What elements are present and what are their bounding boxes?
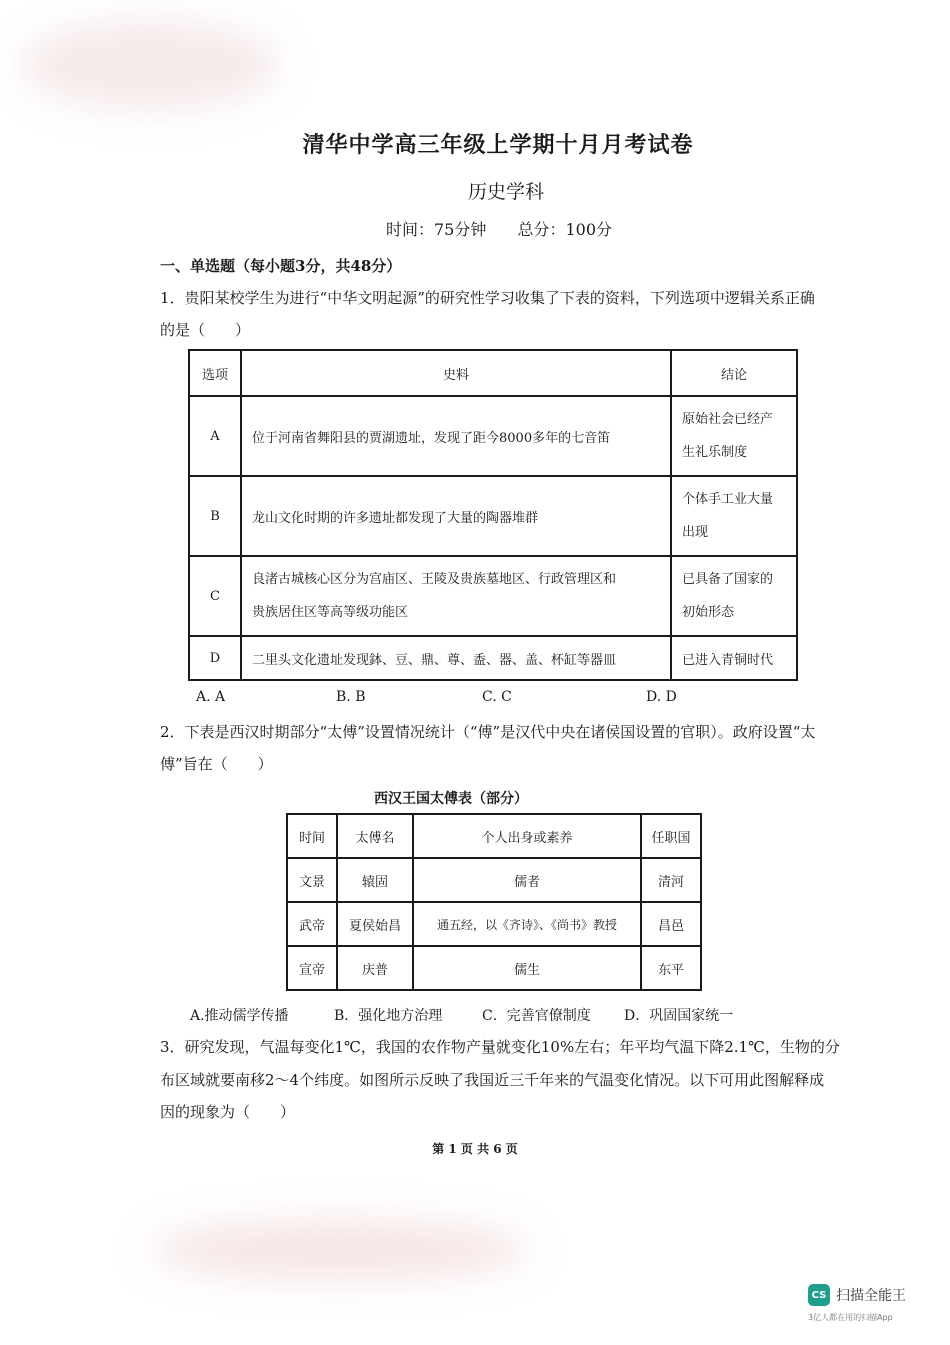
q3-stem-line1: 3．研究发现，气温每变化1℃，我国的农作物产量就变化10%左右；年平均气温下降2.1℃，生物的分 bbox=[160, 1038, 840, 1056]
table-header-cell: 任职国 bbox=[641, 814, 701, 858]
scanner-watermark bbox=[808, 1284, 906, 1306]
table-cell: 文景 bbox=[287, 858, 337, 902]
option-cell: B bbox=[189, 476, 241, 556]
table-row bbox=[189, 636, 797, 680]
q1-stem-line1: 1．贵阳某校学生为进行“中华文明起源”的研究性学习收集了下表的资料，下列选项中逻辑关系正确 bbox=[160, 289, 815, 307]
source-line: 贵族居住区等高等级功能区 bbox=[252, 605, 409, 620]
source-cell: 二里头文化遗址发现鉢、豆、鼎、尊、盉、器、盖、杯缸等器皿 bbox=[241, 636, 671, 680]
conclusion-cell bbox=[671, 556, 797, 636]
source-cell: 龙山文化时期的许多遗址都发现了大量的陶器堆群 bbox=[241, 476, 671, 556]
table-cell: 庆普 bbox=[337, 946, 413, 990]
table-cell: 辕固 bbox=[337, 858, 413, 902]
option-b[interactable]: B. B bbox=[336, 689, 366, 705]
q2-table bbox=[286, 813, 702, 991]
table-header-cell: 选项 bbox=[189, 350, 241, 396]
table-cell: 儒生 bbox=[413, 946, 641, 990]
conclusion-line: 生礼乐制度 bbox=[682, 445, 748, 460]
exam-score: 总分：100分 bbox=[517, 220, 613, 239]
table-row bbox=[287, 858, 701, 902]
table-cell: 夏侯始昌 bbox=[337, 902, 413, 946]
table-cell: 昌邑 bbox=[641, 902, 701, 946]
q2-options bbox=[190, 1005, 790, 1025]
option-c[interactable]: C．完善官僚制度 bbox=[482, 1008, 591, 1024]
option-cell: C bbox=[189, 556, 241, 636]
table-header-cell: 个人出身或素养 bbox=[413, 814, 641, 858]
scanner-tagline: 3亿人都在用的扫描App bbox=[808, 1313, 893, 1322]
table-cell: 儒者 bbox=[413, 858, 641, 902]
table-row bbox=[189, 396, 797, 476]
option-cell: D bbox=[189, 636, 241, 680]
q1-stem-line2: 的是（ ） bbox=[160, 321, 251, 339]
q3-stem-line2: 布区域就要南移2～4个纬度。如图所示反映了我国近三千年来的气温变化情况。以下可用此图解释成 bbox=[160, 1071, 825, 1089]
source-line: 良渚古城核心区分为宫庙区、王陵及贵族墓地区、行政管理区和 bbox=[252, 572, 617, 587]
scan-smudge bbox=[20, 20, 280, 110]
table-cell: 东平 bbox=[641, 946, 701, 990]
exam-meta bbox=[386, 217, 638, 240]
conclusion-line: 原始社会已经产 bbox=[682, 412, 774, 427]
table-header-cell: 太傅名 bbox=[337, 814, 413, 858]
conclusion-line: 出现 bbox=[682, 525, 709, 540]
table-cell: 清河 bbox=[641, 858, 701, 902]
conclusion-cell: 已进入青铜时代 bbox=[671, 636, 797, 680]
table-cell: 武帝 bbox=[287, 902, 337, 946]
option-a[interactable]: A. A bbox=[196, 689, 226, 705]
table-row bbox=[287, 946, 701, 990]
conclusion-line: 已具备了国家的 bbox=[682, 572, 774, 587]
exam-subject: 历史学科 bbox=[467, 181, 544, 203]
table-header-row bbox=[287, 814, 701, 858]
scan-smudge bbox=[150, 1220, 530, 1280]
conclusion-cell bbox=[671, 476, 797, 556]
scanner-brand-name: 扫描全能王 bbox=[836, 1288, 906, 1304]
q3-stem-line3: 因的现象为（ ） bbox=[160, 1103, 296, 1121]
conclusion-line: 初始形态 bbox=[682, 605, 735, 620]
q2-stem-line1: 2．下表是西汉时期部分“太傅”设置情况统计（“傅”是汉代中央在诸侯国设置的官职）。政府设置“太 bbox=[160, 723, 816, 741]
table-cell: 通五经，以《齐诗》、《尚书》教授 bbox=[413, 902, 641, 946]
table-header-row bbox=[189, 350, 797, 396]
exam-time: 时间：75分钟 bbox=[386, 220, 487, 239]
table-row bbox=[189, 556, 797, 636]
exam-title: 清华中学高三年级上学期十月月考试卷 bbox=[302, 132, 694, 158]
table-row bbox=[287, 902, 701, 946]
camscanner-logo-icon: CS bbox=[808, 1284, 830, 1306]
q2-stem-line2: 傅”旨在（ ） bbox=[160, 755, 273, 773]
table-header-cell: 史料 bbox=[241, 350, 671, 396]
conclusion-cell bbox=[671, 396, 797, 476]
option-d[interactable]: D. D bbox=[646, 689, 677, 705]
q1-options bbox=[196, 689, 796, 709]
conclusion-line: 个体手工业大量 bbox=[682, 492, 774, 507]
table-row bbox=[189, 476, 797, 556]
option-d[interactable]: D．巩固国家统一 bbox=[624, 1008, 734, 1024]
section-title: 一、单选题（每小题3分，共48分） bbox=[160, 257, 402, 275]
table-header-cell: 时间 bbox=[287, 814, 337, 858]
option-a[interactable]: A.推动儒学传播 bbox=[190, 1008, 289, 1024]
option-cell: A bbox=[189, 396, 241, 476]
table-cell: 宣帝 bbox=[287, 946, 337, 990]
source-cell: 位于河南省舞阳县的贾湖遗址，发现了距今8000多年的七音笛 bbox=[241, 396, 671, 476]
q1-table bbox=[188, 349, 798, 681]
option-b[interactable]: B．强化地方治理 bbox=[334, 1008, 443, 1024]
option-c[interactable]: C. C bbox=[482, 689, 512, 705]
table-header-cell: 结论 bbox=[671, 350, 797, 396]
page-footer: 第 1 页 共 6 页 bbox=[432, 1142, 518, 1156]
q2-table-caption: 西汉王国太傅表（部分） bbox=[374, 791, 528, 807]
source-cell bbox=[241, 556, 671, 636]
